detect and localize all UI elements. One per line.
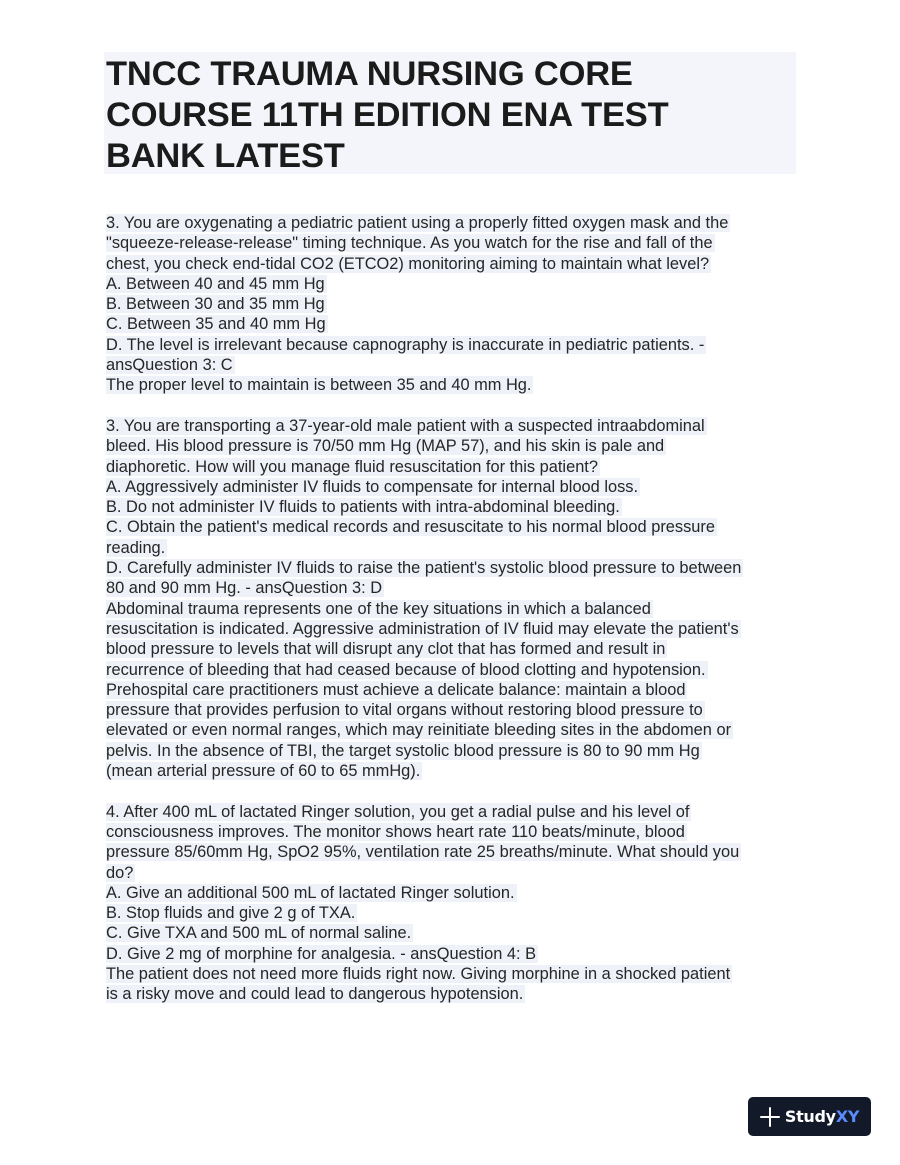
text-line-content: chest, you check end-tidal CO2 (ETCO2) monitoring aiming to maintain what level? xyxy=(106,254,710,273)
text-line-content: A. Between 40 and 45 mm Hg xyxy=(106,274,325,293)
document-title xyxy=(104,52,796,177)
question-text-line xyxy=(106,700,806,720)
question-text-line xyxy=(106,355,806,375)
title-line: TNCC TRAUMA NURSING CORE xyxy=(106,55,633,93)
question-text-line xyxy=(106,680,806,700)
text-line-content: is a risky move and could lead to dangerous hypotension. xyxy=(106,985,524,1004)
question-text-line xyxy=(106,274,806,294)
text-line-content: The proper level to maintain is between 35 and 40 mm Hg. xyxy=(106,376,532,395)
question-text-line xyxy=(106,660,806,680)
question-text-line xyxy=(106,436,806,456)
question-text-line xyxy=(106,578,806,598)
text-line-content: elevated or even normal ranges, which may reinitiate bleeding sites in the abdomen or xyxy=(106,721,732,740)
title-line: COURSE 11TH EDITION ENA TEST xyxy=(106,96,669,134)
question-text-line xyxy=(106,863,806,883)
text-line-content: "squeeze-release-release" timing technique. As you watch for the rise and fall of the xyxy=(106,234,713,253)
question-text-line xyxy=(106,457,806,477)
question-text-line xyxy=(106,517,806,537)
question-text-line xyxy=(106,599,806,619)
text-line-content: The patient does not need more fluids right now. Giving morphine in a shocked patient xyxy=(106,964,731,983)
question-text-line xyxy=(106,720,806,740)
question-text-line xyxy=(106,294,806,314)
brand-name-main: Study xyxy=(784,1107,836,1126)
question-list xyxy=(106,213,806,1025)
question-text-line xyxy=(106,477,806,497)
text-line-content: B. Between 30 and 35 mm Hg xyxy=(106,295,325,314)
question-text-line xyxy=(106,254,806,274)
text-line-content: 3. You are oxygenating a pediatric patient using a properly fitted oxygen mask and the xyxy=(106,214,729,232)
question-text-line xyxy=(106,964,806,984)
text-line-content: reading. xyxy=(106,538,166,557)
question-block xyxy=(106,802,806,1005)
text-line-content: Abdominal trauma represents one of the key situations in which a balanced xyxy=(106,599,651,618)
text-line-content: do? xyxy=(106,863,134,882)
text-line-content: Prehospital care practitioners must achieve a delicate balance: maintain a blood xyxy=(106,680,686,699)
text-line-content: diaphoretic. How will you manage fluid resuscitation for this patient? xyxy=(106,457,598,476)
studyxy-badge[interactable] xyxy=(748,1097,871,1136)
question-text-line xyxy=(106,741,806,761)
question-text-line xyxy=(106,822,806,842)
title-line: BANK LATEST xyxy=(106,137,345,175)
text-line-content: C. Obtain the patient's medical records and resuscitate to his normal blood pressure xyxy=(106,518,715,537)
question-text-line xyxy=(106,639,806,659)
text-line-content: B. Do not administer IV fluids to patients with intra-abdominal bleeding. xyxy=(106,498,620,517)
question-text-line xyxy=(106,558,806,578)
text-line-content: D. Carefully administer IV fluids to raise the patient's systolic blood pressure to between xyxy=(106,559,742,578)
question-text-line xyxy=(106,233,806,253)
text-line-content: (mean arterial pressure of 60 to 65 mmHg). xyxy=(106,762,421,781)
studyxy-logo-text xyxy=(785,1107,859,1126)
text-line-content: pressure 85/60mm Hg, SpO2 95%, ventilation rate 25 breaths/minute. What should you xyxy=(106,843,740,862)
question-text-line xyxy=(106,213,806,233)
text-line-content: pelvis. In the absence of TBI, the target systolic blood pressure is 80 to 90 mm Hg xyxy=(106,741,700,760)
question-text-line xyxy=(106,944,806,964)
text-line-content: 4. After 400 mL of lactated Ringer solution, you get a radial pulse and his level of xyxy=(106,802,690,821)
text-line-content: D. The level is irrelevant because capnography is inaccurate in pediatric patients. - xyxy=(106,335,705,354)
question-block xyxy=(106,416,806,781)
question-text-line xyxy=(106,416,806,436)
text-line-content: 3. You are transporting a 37-year-old male patient with a suspected intraabdominal xyxy=(106,416,705,435)
text-line-content: 80 and 90 mm Hg. - ansQuestion 3: D xyxy=(106,579,383,598)
text-line-content: A. Give an additional 500 mL of lactated Ringer solution. xyxy=(106,883,515,902)
text-line-content: recurrence of bleeding that had ceased because of blood clotting and hypotension. xyxy=(106,660,706,679)
text-line-content: resuscitation is indicated. Aggressive administration of IV fluid may elevate the patient's xyxy=(106,619,739,638)
brand-name-accent: XY xyxy=(835,1107,860,1126)
text-line-content: pressure that provides perfusion to vital organs without restoring blood pressure to xyxy=(106,701,703,720)
question-text-line xyxy=(106,538,806,558)
text-line-content: B. Stop fluids and give 2 g of TXA. xyxy=(106,904,356,923)
question-text-line xyxy=(106,497,806,517)
text-line-content: blood pressure to levels that will disrupt any clot that has formed and result in xyxy=(106,640,666,659)
question-text-line xyxy=(106,923,806,943)
question-text-line xyxy=(106,802,806,822)
text-line-content: bleed. His blood pressure is 70/50 mm Hg (MAP 57), and his skin is pale and xyxy=(106,437,665,456)
text-line-content: A. Aggressively administer IV fluids to compensate for internal blood loss. xyxy=(106,477,639,496)
question-text-line xyxy=(106,619,806,639)
text-line-content: ansQuestion 3: C xyxy=(106,356,233,375)
question-text-line xyxy=(106,842,806,862)
question-text-line xyxy=(106,375,806,395)
text-line-content: C. Give TXA and 500 mL of normal saline. xyxy=(106,924,412,943)
text-line-content: D. Give 2 mg of morphine for analgesia. - ansQuestion 4: B xyxy=(106,944,537,963)
question-text-line xyxy=(106,984,806,1004)
text-line-content: C. Between 35 and 40 mm Hg xyxy=(106,315,326,334)
question-block xyxy=(106,213,806,396)
plus-sparkle-icon xyxy=(760,1107,780,1127)
question-text-line xyxy=(106,314,806,334)
title-box xyxy=(104,52,796,174)
text-line-content: consciousness improves. The monitor shows heart rate 110 beats/minute, blood xyxy=(106,822,685,841)
question-text-line xyxy=(106,335,806,355)
question-text-line xyxy=(106,883,806,903)
question-text-line xyxy=(106,903,806,923)
question-text-line xyxy=(106,761,806,781)
